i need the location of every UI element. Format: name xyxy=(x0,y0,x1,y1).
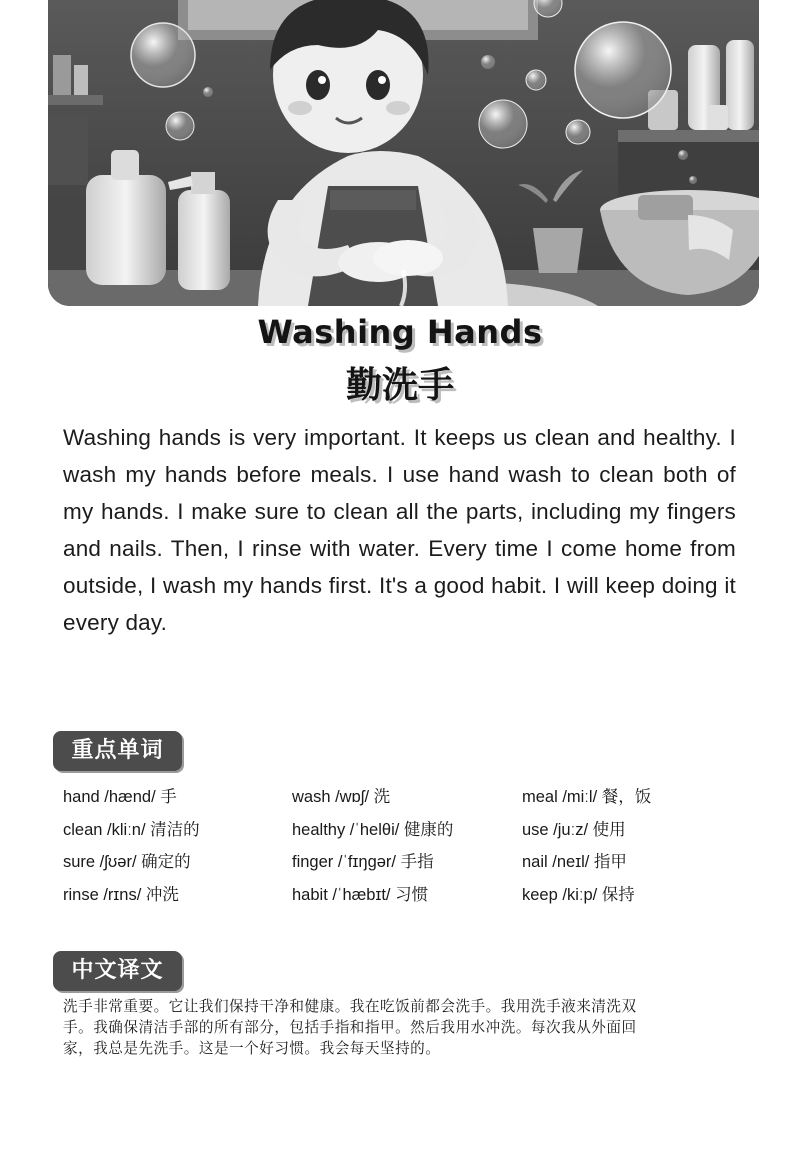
vocab-item: rinse /rɪns/ 冲洗 xyxy=(63,886,179,904)
child-washing-hands-illustration xyxy=(48,0,759,306)
vocab-item: wash /wɒʃ/ 洗 xyxy=(292,788,391,806)
vocab-item: habit /ˈhæbɪt/ 习惯 xyxy=(292,886,429,904)
vocab-item: keep /kiːp/ 保持 xyxy=(522,886,635,904)
title-chinese: 勤洗手 xyxy=(345,365,454,406)
vocab-item: clean /kliːn/ 清洁的 xyxy=(63,821,200,839)
vocab-item: healthy /ˈhelθi/ 健康的 xyxy=(292,821,454,839)
vocab-section-label: 重点单词 xyxy=(53,731,182,771)
vocab-item: sure /ʃʊər/ 确定的 xyxy=(63,853,191,871)
vocab-item: nail /neɪl/ 指甲 xyxy=(522,853,627,871)
illustration xyxy=(48,0,759,306)
vocab-item: meal /miːl/ 餐，饭 xyxy=(522,788,652,806)
vocab-item: use /juːz/ 使用 xyxy=(522,821,626,839)
translation-section-label: 中文译文 xyxy=(53,951,182,991)
passage-text: Washing hands is very important. It keeps us clean and healthy. I wash my hands before meals. I use hand wash to clean both of my hands. I make sure to clean all the parts, including my fingers and nails. Then, I rinse with water. Every time I come home from outside, I wash my hands first. It's a good habit. I will keep doing it every day. xyxy=(63,425,736,635)
vocab-item: hand /hænd/ 手 xyxy=(63,788,177,806)
translation-text: 洗手非常重要。它让我们保持干净和健康。我在吃饭前都会洗手。我用洗手液来清洗双手。我确保清洁手部的所有部分，包括手指和指甲。然后我用水冲洗。每次我从外面回家，我总是先洗手。这是一个好习惯。我会每天坚持的。 xyxy=(63,998,637,1057)
title-english: Washing Hands xyxy=(257,313,543,351)
vocab-item: finger /ˈfɪŋgər/ 手指 xyxy=(292,853,434,871)
